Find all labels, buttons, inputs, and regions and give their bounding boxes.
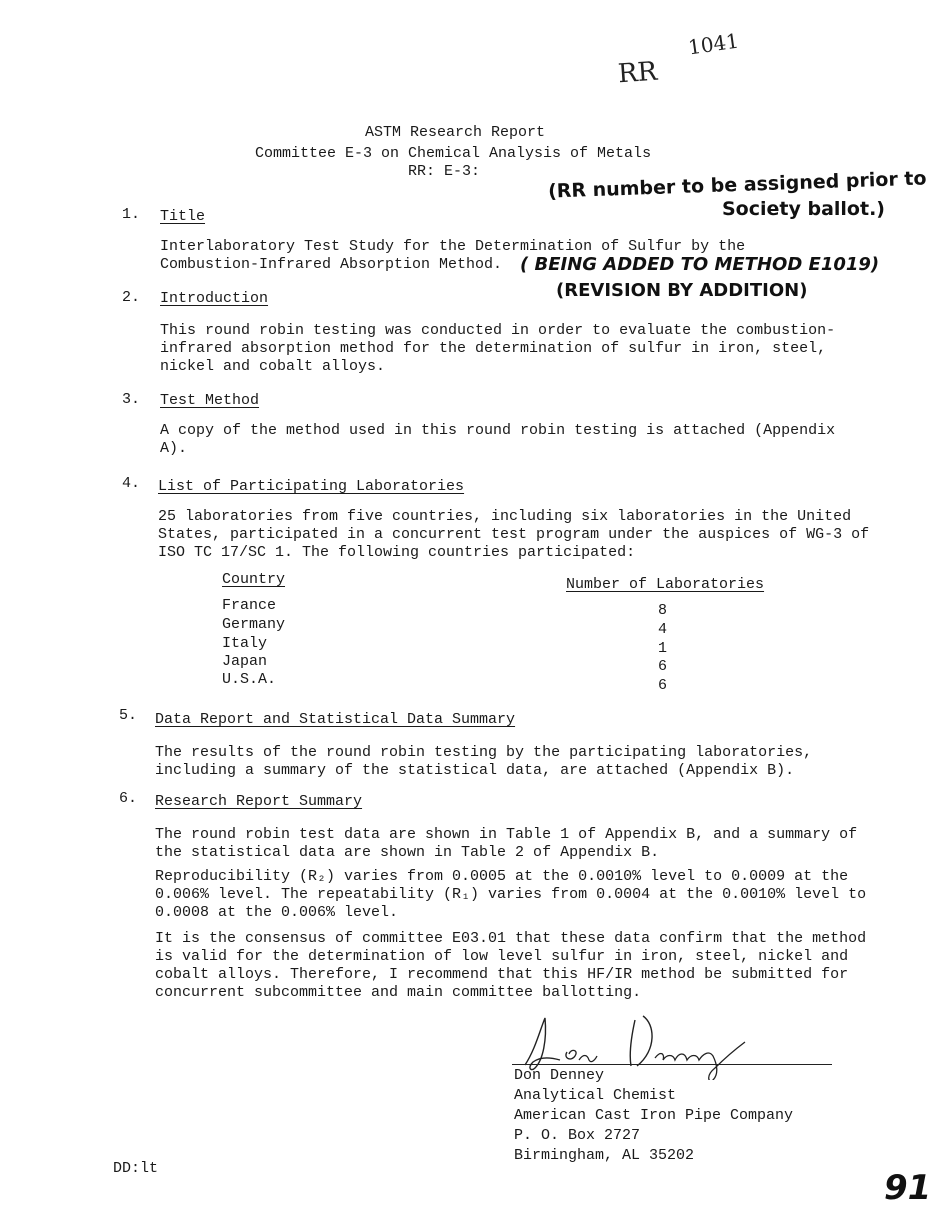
- section-3-heading: Test Method: [160, 392, 260, 409]
- signatory-name: Don Denney: [514, 1067, 605, 1084]
- lab-table-row-count: 6: [658, 677, 668, 694]
- report-header-committee: Committee E-3 on Chemical Analysis of Metals: [255, 145, 652, 162]
- handwritten-method-note: ( BEING ADDED TO METHOD E1019): [520, 254, 880, 275]
- section-5-heading: Data Report and Statistical Data Summary: [155, 711, 516, 728]
- section-2-heading: Introduction: [160, 290, 269, 307]
- section-5-text: The results of the round robin testing by the participating laboratories, including a summary of the statistical data, are attached (Appendix B).: [155, 744, 813, 779]
- signatory-po-box: P. O. Box 2727: [514, 1127, 641, 1144]
- handwritten-rr-mark: RR: [617, 56, 659, 90]
- lab-table-row-country: Japan: [222, 653, 268, 670]
- section-6-number: 6.: [119, 790, 138, 807]
- lab-table-row-country: U.S.A.: [222, 671, 277, 688]
- lab-table-row-count: 1: [658, 640, 668, 657]
- section-3-text: A copy of the method used in this round robin testing is attached (Appendix A).: [160, 422, 836, 457]
- section-6-text: The round robin test data are shown in Table 1 of Appendix B, and a summary of the statistical data are shown in Table 2 of Appendix B.: [155, 826, 858, 861]
- summary-consensus-text: It is the consensus of committee E03.01 that these data confirm that the method is valid for the determination of low level sulfur in iron, steel, nickel and cobalt alloys. Therefore, I recommend that this HF/IR method be submitted for concurrent subcommittee and main committee ballotting.: [155, 930, 867, 1001]
- section-5-number: 5.: [119, 707, 138, 724]
- section-1-text: Interlaboratory Test Study for the Determination of Sulfur by the Combustion-Infrared Absorption Method.: [160, 238, 746, 273]
- section-2-text: This round robin testing was conducted in order to evaluate the combustion-infrared absorption method for the determination of sulfur in iron, steel, nickel and cobalt alloys.: [160, 322, 836, 375]
- lab-table-row-country: Italy: [222, 635, 268, 652]
- handwritten-rr-note-line2: Society ballot.): [722, 198, 885, 220]
- section-4-heading: List of Participating Laboratories: [158, 478, 465, 495]
- handwritten-revision-note: (REVISION BY ADDITION): [556, 280, 808, 301]
- lab-table-row-count: 4: [658, 621, 668, 638]
- section-4-text: 25 laboratories from five countries, including six laboratories in the United States, participated in a concurrent test program under the auspices of WG-3 of ISO TC 17/SC 1. The following countries participated:: [158, 508, 870, 561]
- handwritten-rr-note-line1: (RR number to be assigned prior to: [547, 167, 927, 203]
- signature-line: [512, 1064, 832, 1065]
- lab-table-country-header: Country: [222, 571, 286, 588]
- section-2-number: 2.: [122, 289, 141, 306]
- signatory-title: Analytical Chemist: [514, 1087, 677, 1104]
- section-3-number: 3.: [122, 391, 141, 408]
- section-6-heading: Research Report Summary: [155, 793, 363, 810]
- section-1-heading: Title: [160, 208, 206, 225]
- summary-reproducibility-text: Reproducibility (R₂) varies from 0.0005 at the 0.0010% level to 0.0009 at the 0.006% level. The repeatability (R₁) varies from 0.0004 at the 0.0010% level to 0.0008 at the 0.006% level.: [155, 868, 867, 921]
- lab-table-row-country: Germany: [222, 616, 286, 633]
- signatory-city: Birmingham, AL 35202: [514, 1147, 695, 1164]
- section-1-number: 1.: [122, 206, 141, 223]
- handwritten-page-number: 91: [884, 1168, 932, 1208]
- report-header-rr: RR: E-3:: [408, 163, 481, 180]
- footer-initials: DD:lt: [113, 1160, 159, 1177]
- lab-table-row-count: 6: [658, 658, 668, 675]
- section-4-number: 4.: [122, 475, 141, 492]
- signatory-company: American Cast Iron Pipe Company: [514, 1107, 794, 1124]
- lab-table-row-country: France: [222, 597, 277, 614]
- signature-block: [514, 1066, 793, 1166]
- report-header-title: ASTM Research Report: [365, 124, 546, 141]
- handwritten-number-mark: 1041: [686, 28, 741, 60]
- lab-table-row-count: 8: [658, 602, 668, 619]
- lab-table-count-header: Number of Laboratories: [566, 576, 765, 593]
